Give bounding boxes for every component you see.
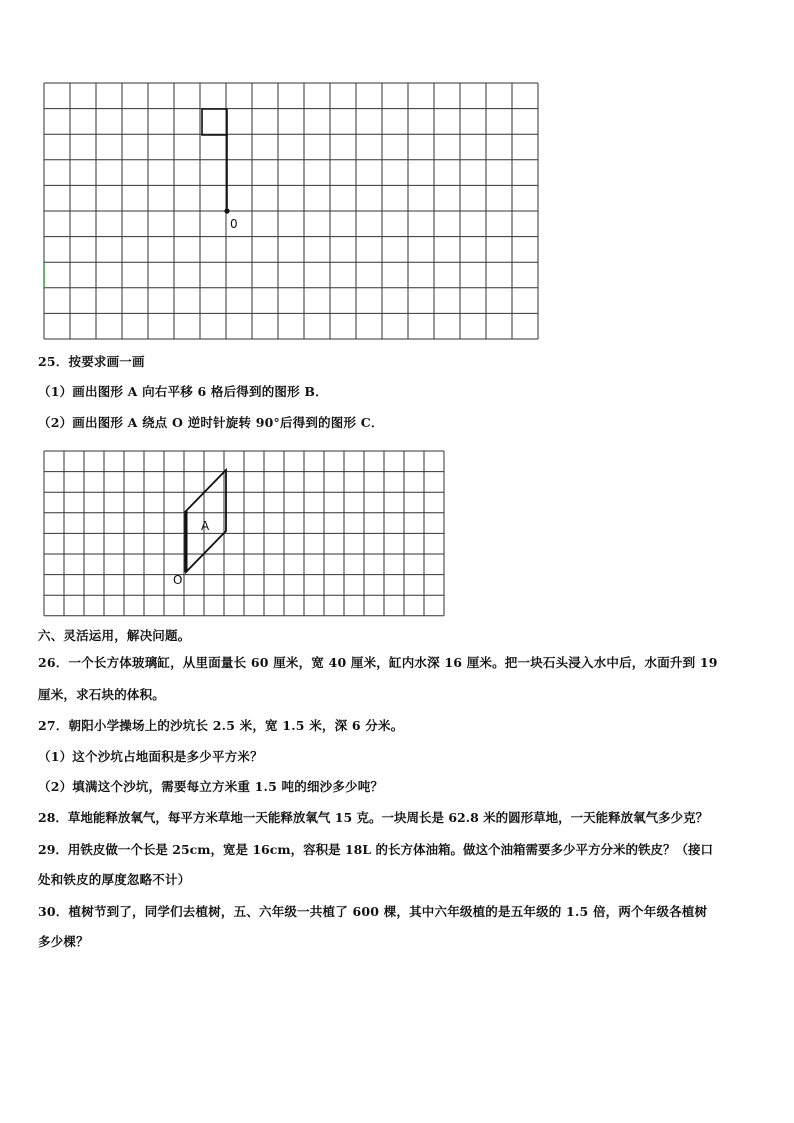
shape-rectangle	[202, 109, 227, 135]
q25-title: 25．按要求画一画	[38, 354, 145, 369]
shape-label-a: A	[201, 519, 210, 533]
q30-line1: 30．植树节到了，同学们去植树，五、六年级一共植了 600 棵，其中六年级植的是五年级的 1.5 倍，两个年级各植树	[38, 904, 708, 919]
q27-part1: （1）这个沙坑占地面积是多少平方米？	[38, 749, 263, 764]
q30-line2: 多少棵？	[38, 934, 89, 949]
q26-line1: 26．一个长方体玻璃缸，从里面量长 60 厘米，宽 40 厘米，缸内水深 16 厘米。把一块石头浸入水中后，水面升到 19	[38, 655, 718, 670]
grid-figure-2	[40, 449, 448, 619]
grid-figure-1	[40, 82, 548, 344]
q25-part1: （1）画出图形 A 向右平移 6 格后得到的图形 B．	[38, 384, 328, 399]
q25-part2: （2）画出图形 A 绕点 O 逆时针旋转 90°后得到的图形 C．	[38, 415, 384, 430]
point-label-0: 0	[230, 217, 238, 231]
grid-lines	[44, 83, 538, 339]
q29-line2: 处和铁皮的厚度忽略不计）	[38, 872, 191, 887]
q27-title: 27．朝阳小学操场上的沙坑长 2.5 米，宽 1.5 米，深 6 分米。	[38, 718, 404, 733]
section-6-title: 六、灵活运用，解决问题。	[38, 628, 191, 643]
q27-part2: （2）填满这个沙坑，需要每立方米重 1.5 吨的细沙多少吨？	[38, 779, 384, 794]
rotation-point	[224, 208, 229, 213]
q28-text: 28．草地能释放氧气，每平方米草地一天能释放氧气 15 克。一块周长是 62.8 米的圆形草地，一天能释放氧气多少克？	[38, 810, 709, 825]
grid-lines	[44, 451, 444, 616]
q29-line1: 29．用铁皮做一个长是 25cm，宽是 16cm，容积是 18L 的长方体油箱。做这个油箱需要多少平方分米的铁皮？（接口	[38, 842, 713, 857]
point-label-o: O	[173, 573, 183, 587]
q26-line2: 厘米，求石块的体积。	[38, 687, 166, 702]
